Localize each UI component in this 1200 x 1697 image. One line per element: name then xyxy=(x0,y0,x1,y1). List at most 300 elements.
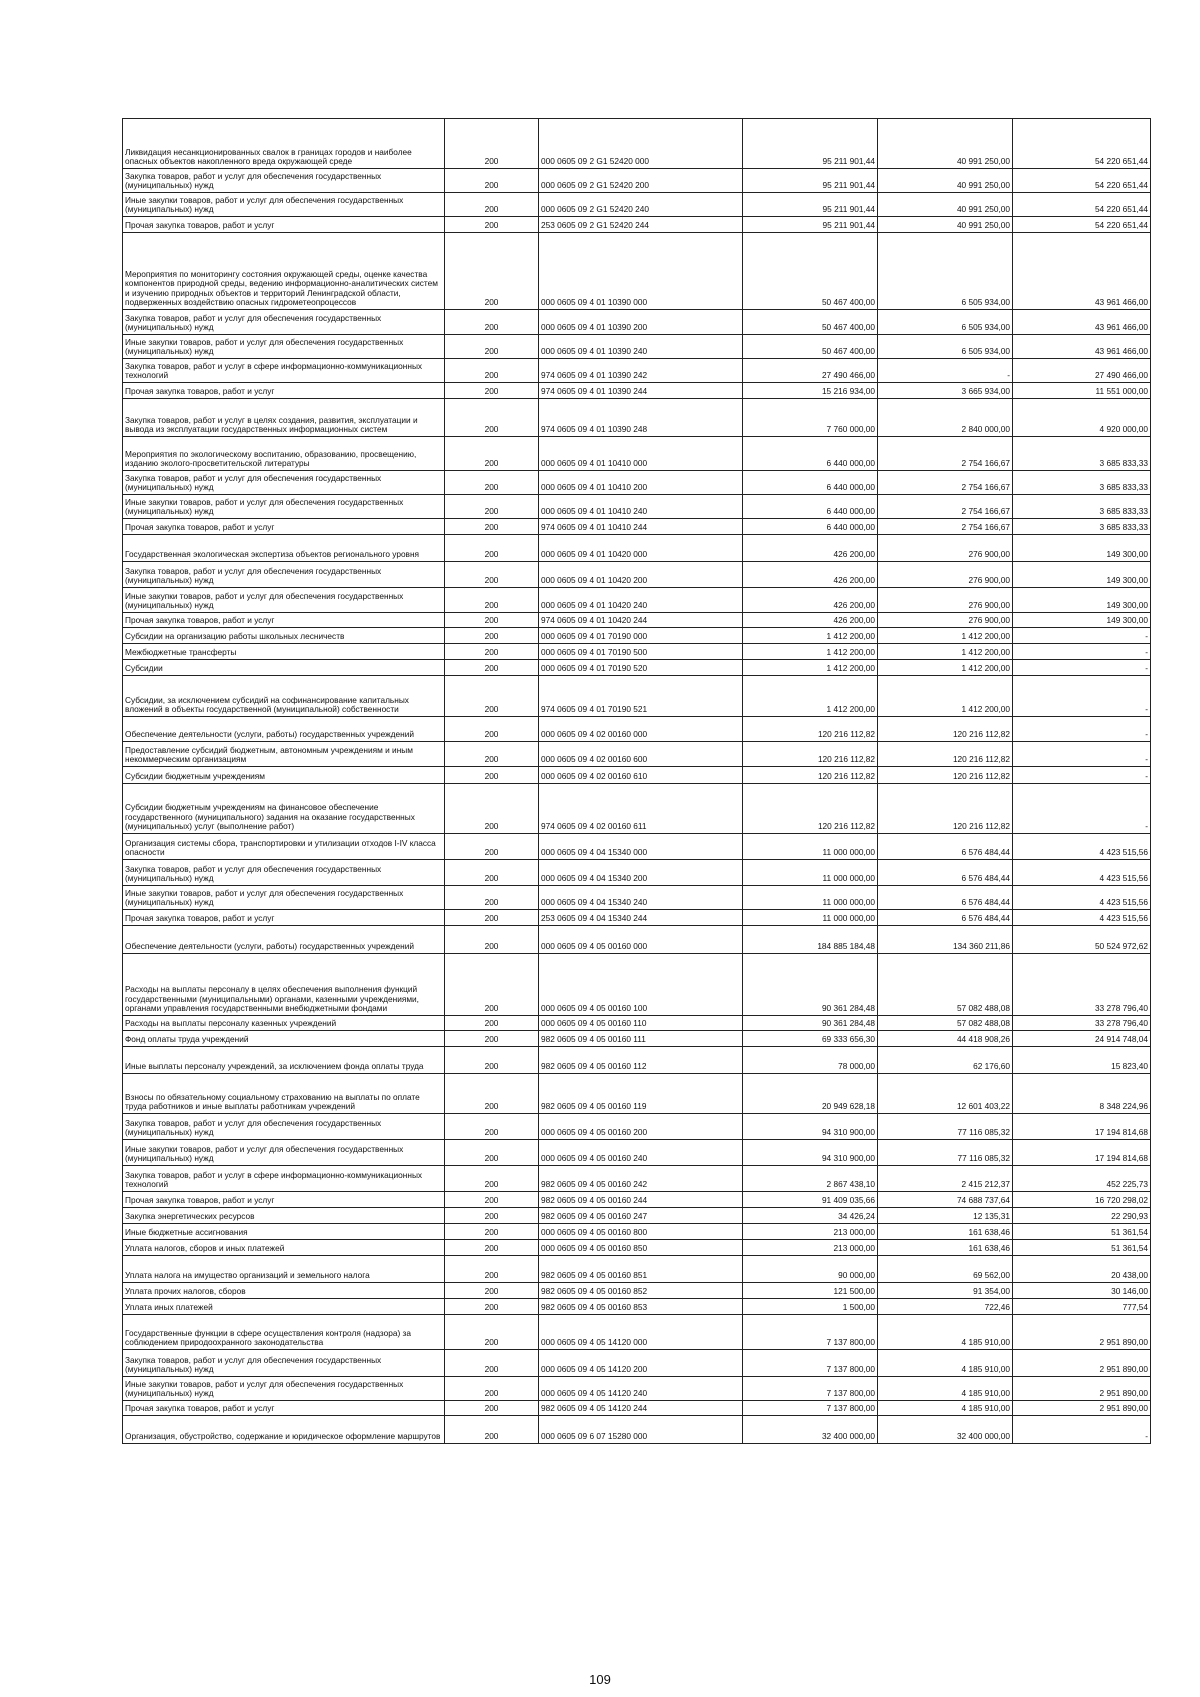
row-executed-amount: 57 082 488,08 xyxy=(878,954,1013,1016)
row-unexecuted-amount: 54 220 651,44 xyxy=(1013,193,1151,217)
row-executed-amount: 40 991 250,00 xyxy=(878,119,1013,169)
row-line-code: 200 xyxy=(445,471,539,495)
row-unexecuted-amount: 149 300,00 xyxy=(1013,588,1151,613)
row-approved-amount: 426 200,00 xyxy=(743,562,878,588)
row-line-code: 200 xyxy=(445,1401,539,1416)
row-unexecuted-amount: 22 290,93 xyxy=(1013,1208,1151,1224)
row-budget-code: 000 0605 09 4 05 14120 240 xyxy=(539,1377,743,1401)
row-budget-code: 982 0605 09 4 05 14120 244 xyxy=(539,1401,743,1416)
table-row xyxy=(123,495,1151,519)
table-row xyxy=(123,1016,1151,1031)
row-budget-code: 000 0605 09 4 02 00160 000 xyxy=(539,717,743,742)
row-budget-code: 000 0605 09 2 G1 52420 000 xyxy=(539,119,743,169)
row-approved-amount: 11 000 000,00 xyxy=(743,910,878,926)
row-budget-code: 982 0605 09 4 05 00160 111 xyxy=(539,1031,743,1047)
row-budget-code: 000 0605 09 6 07 15280 000 xyxy=(539,1416,743,1444)
row-approved-amount: 120 216 112,82 xyxy=(743,717,878,742)
row-approved-amount: 426 200,00 xyxy=(743,535,878,562)
row-unexecuted-amount: 51 361,54 xyxy=(1013,1240,1151,1256)
row-name: Субсидии xyxy=(123,660,445,676)
row-approved-amount: 32 400 000,00 xyxy=(743,1416,878,1444)
row-executed-amount: 6 505 934,00 xyxy=(878,233,1013,310)
row-name: Иные выплаты персоналу учреждений, за исключением фонда оплаты труда xyxy=(123,1047,445,1074)
row-budget-code: 000 0605 09 4 02 00160 610 xyxy=(539,767,743,784)
row-name: Государственная экологическая экспертиза объектов регионального уровня xyxy=(123,535,445,562)
row-approved-amount: 1 412 200,00 xyxy=(743,676,878,717)
row-line-code: 200 xyxy=(445,886,539,910)
row-approved-amount: 94 310 900,00 xyxy=(743,1140,878,1166)
row-budget-code: 982 0605 09 4 05 00160 853 xyxy=(539,1299,743,1315)
row-unexecuted-amount: 33 278 796,40 xyxy=(1013,954,1151,1016)
row-budget-code: 982 0605 09 4 05 00160 112 xyxy=(539,1047,743,1074)
row-line-code: 200 xyxy=(445,1140,539,1166)
row-executed-amount: 1 412 200,00 xyxy=(878,644,1013,660)
row-line-code: 200 xyxy=(445,217,539,233)
row-executed-amount: 120 216 112,82 xyxy=(878,742,1013,767)
budget-execution-table xyxy=(122,118,1151,1444)
row-name: Иные закупки товаров, работ и услуг для обеспечения государственных (муниципальных) нужд xyxy=(123,1377,445,1401)
row-budget-code: 000 0605 09 4 05 00160 110 xyxy=(539,1016,743,1031)
row-approved-amount: 120 216 112,82 xyxy=(743,784,878,834)
row-unexecuted-amount: - xyxy=(1013,1416,1151,1444)
row-approved-amount: 50 467 400,00 xyxy=(743,335,878,359)
budget-execution-sheet xyxy=(122,118,1150,1444)
row-budget-code: 974 0605 09 4 01 10420 244 xyxy=(539,613,743,628)
row-unexecuted-amount: - xyxy=(1013,628,1151,644)
table-row xyxy=(123,310,1151,335)
table-row xyxy=(123,1299,1151,1315)
table-row xyxy=(123,169,1151,193)
row-executed-amount: 161 638,46 xyxy=(878,1224,1013,1240)
row-approved-amount: 6 440 000,00 xyxy=(743,495,878,519)
row-name: Государственные функции в сфере осуществления контроля (надзора) за соблюдением природоохранного законодательства xyxy=(123,1315,445,1350)
row-approved-amount: 7 137 800,00 xyxy=(743,1401,878,1416)
row-line-code: 200 xyxy=(445,910,539,926)
row-line-code: 200 xyxy=(445,383,539,399)
row-line-code: 200 xyxy=(445,834,539,860)
row-name: Организация системы сбора, транспортировки и утилизации отходов I-IV класса опасности xyxy=(123,834,445,860)
row-unexecuted-amount: 43 961 466,00 xyxy=(1013,335,1151,359)
row-budget-code: 982 0605 09 4 05 00160 119 xyxy=(539,1074,743,1114)
row-name: Субсидии бюджетным учреждениям xyxy=(123,767,445,784)
row-budget-code: 000 0605 09 4 01 10420 240 xyxy=(539,588,743,613)
table-row xyxy=(123,926,1151,954)
table-row xyxy=(123,399,1151,437)
row-name: Иные закупки товаров, работ и услуг для обеспечения государственных (муниципальных) нужд xyxy=(123,588,445,613)
row-line-code: 200 xyxy=(445,1224,539,1240)
table-row xyxy=(123,660,1151,676)
row-budget-code: 253 0605 09 4 04 15340 244 xyxy=(539,910,743,926)
row-name: Мероприятия по экологическому воспитанию, образованию, просвещению, изданию эколого-просветительской литературы xyxy=(123,437,445,471)
table-row xyxy=(123,1240,1151,1256)
row-executed-amount: 2 754 166,67 xyxy=(878,495,1013,519)
row-executed-amount: 77 116 085,32 xyxy=(878,1140,1013,1166)
row-name: Прочая закупка товаров, работ и услуг xyxy=(123,383,445,399)
row-budget-code: 982 0605 09 4 05 00160 247 xyxy=(539,1208,743,1224)
row-executed-amount: 1 412 200,00 xyxy=(878,660,1013,676)
row-name: Фонд оплаты труда учреждений xyxy=(123,1031,445,1047)
row-approved-amount: 2 867 438,10 xyxy=(743,1166,878,1192)
row-budget-code: 000 0605 09 4 01 10390 200 xyxy=(539,310,743,335)
row-approved-amount: 7 760 000,00 xyxy=(743,399,878,437)
row-unexecuted-amount: 43 961 466,00 xyxy=(1013,310,1151,335)
row-line-code: 200 xyxy=(445,628,539,644)
row-line-code: 200 xyxy=(445,926,539,954)
row-line-code: 200 xyxy=(445,1047,539,1074)
row-budget-code: 000 0605 09 4 05 00160 000 xyxy=(539,926,743,954)
row-unexecuted-amount: - xyxy=(1013,644,1151,660)
table-row xyxy=(123,562,1151,588)
row-line-code: 200 xyxy=(445,1256,539,1283)
row-unexecuted-amount: 54 220 651,44 xyxy=(1013,169,1151,193)
row-line-code: 200 xyxy=(445,437,539,471)
table-row xyxy=(123,1074,1151,1114)
table-row xyxy=(123,767,1151,784)
row-name: Закупка товаров, работ и услуг для обеспечения государственных (муниципальных) нужд xyxy=(123,471,445,495)
row-line-code: 200 xyxy=(445,1208,539,1224)
row-name: Расходы на выплаты персоналу в целях обеспечения выполнения функций государственными (муниципальными) органами, казенными учреждениями, органами управления государственными внебюджетными фондами xyxy=(123,954,445,1016)
row-name: Взносы по обязательному социальному страхованию на выплаты по оплате труда работников и иные выплаты работникам учреждений xyxy=(123,1074,445,1114)
row-executed-amount: 44 418 908,26 xyxy=(878,1031,1013,1047)
row-line-code: 200 xyxy=(445,767,539,784)
row-unexecuted-amount: - xyxy=(1013,784,1151,834)
row-unexecuted-amount: 2 951 890,00 xyxy=(1013,1377,1151,1401)
table-row xyxy=(123,628,1151,644)
row-budget-code: 000 0605 09 4 02 00160 600 xyxy=(539,742,743,767)
table-row xyxy=(123,519,1151,535)
table-row xyxy=(123,644,1151,660)
row-line-code: 200 xyxy=(445,742,539,767)
row-approved-amount: 94 310 900,00 xyxy=(743,1114,878,1140)
table-row xyxy=(123,437,1151,471)
row-budget-code: 974 0605 09 4 01 70190 521 xyxy=(539,676,743,717)
row-line-code: 200 xyxy=(445,562,539,588)
row-name: Закупка товаров, работ и услуг для обеспечения государственных (муниципальных) нужд xyxy=(123,1114,445,1140)
row-budget-code: 000 0605 09 4 05 14120 000 xyxy=(539,1315,743,1350)
row-name: Обеспечение деятельности (услуги, работы) государственных учреждений xyxy=(123,717,445,742)
row-unexecuted-amount: 30 146,00 xyxy=(1013,1283,1151,1299)
row-name: Организация, обустройство, содержание и юридическое оформление маршрутов xyxy=(123,1416,445,1444)
table-row xyxy=(123,359,1151,383)
row-executed-amount: 4 185 910,00 xyxy=(878,1315,1013,1350)
row-approved-amount: 426 200,00 xyxy=(743,588,878,613)
row-approved-amount: 1 412 200,00 xyxy=(743,660,878,676)
row-name: Закупка товаров, работ и услуг для обеспечения государственных (муниципальных) нужд xyxy=(123,860,445,886)
row-approved-amount: 1 412 200,00 xyxy=(743,628,878,644)
row-line-code: 200 xyxy=(445,495,539,519)
table-body xyxy=(123,119,1151,1444)
row-unexecuted-amount: 54 220 651,44 xyxy=(1013,119,1151,169)
table-row xyxy=(123,1256,1151,1283)
row-line-code: 200 xyxy=(445,1377,539,1401)
row-unexecuted-amount: 4 423 515,56 xyxy=(1013,834,1151,860)
row-approved-amount: 184 885 184,48 xyxy=(743,926,878,954)
row-executed-amount: 2 754 166,67 xyxy=(878,519,1013,535)
row-budget-code: 000 0605 09 2 G1 52420 240 xyxy=(539,193,743,217)
row-approved-amount: 213 000,00 xyxy=(743,1224,878,1240)
row-approved-amount: 1 500,00 xyxy=(743,1299,878,1315)
row-unexecuted-amount: 149 300,00 xyxy=(1013,535,1151,562)
row-unexecuted-amount: 4 920 000,00 xyxy=(1013,399,1151,437)
row-approved-amount: 95 211 901,44 xyxy=(743,217,878,233)
row-executed-amount: 6 576 484,44 xyxy=(878,860,1013,886)
row-budget-code: 000 0605 09 4 04 15340 200 xyxy=(539,860,743,886)
table-row xyxy=(123,1377,1151,1401)
row-budget-code: 000 0605 09 4 01 10420 000 xyxy=(539,535,743,562)
table-row xyxy=(123,1208,1151,1224)
row-unexecuted-amount: 54 220 651,44 xyxy=(1013,217,1151,233)
row-executed-amount: 32 400 000,00 xyxy=(878,1416,1013,1444)
row-unexecuted-amount: 777,54 xyxy=(1013,1299,1151,1315)
row-line-code: 200 xyxy=(445,1192,539,1208)
table-row xyxy=(123,834,1151,860)
row-budget-code: 000 0605 09 4 05 00160 800 xyxy=(539,1224,743,1240)
row-name: Субсидии бюджетным учреждениям на финансовое обеспечение государственного (муниципального) задания на оказание государственных (муниципальных) услуг (выполнение работ) xyxy=(123,784,445,834)
row-executed-amount: 6 576 484,44 xyxy=(878,834,1013,860)
row-line-code: 200 xyxy=(445,1074,539,1114)
table-row xyxy=(123,1315,1151,1350)
row-name: Ликвидация несанкционированных свалок в границах городов и наиболее опасных объектов накопленного вреда окружающей среде xyxy=(123,119,445,169)
table-row xyxy=(123,1047,1151,1074)
row-budget-code: 000 0605 09 4 05 14120 200 xyxy=(539,1350,743,1377)
row-line-code: 200 xyxy=(445,1166,539,1192)
row-name: Мероприятия по мониторингу состояния окружающей среды, оценке качества компонентов природной среды, ведению информационно-аналитических систем и изучению природных объектов и территорий Ленинградской области, подверженных воздействию опасных гидрометеопроцессов xyxy=(123,233,445,310)
row-executed-amount: 276 900,00 xyxy=(878,613,1013,628)
row-name: Закупка товаров, работ и услуг для обеспечения государственных (муниципальных) нужд xyxy=(123,310,445,335)
row-unexecuted-amount: - xyxy=(1013,717,1151,742)
row-line-code: 200 xyxy=(445,193,539,217)
row-name: Иные бюджетные ассигнования xyxy=(123,1224,445,1240)
row-name: Иные закупки товаров, работ и услуг для обеспечения государственных (муниципальных) нужд xyxy=(123,335,445,359)
table-row xyxy=(123,193,1151,217)
row-line-code: 200 xyxy=(445,535,539,562)
row-unexecuted-amount: 27 490 466,00 xyxy=(1013,359,1151,383)
table-row xyxy=(123,1140,1151,1166)
row-line-code: 200 xyxy=(445,644,539,660)
row-approved-amount: 34 426,24 xyxy=(743,1208,878,1224)
row-budget-code: 253 0605 09 2 G1 52420 244 xyxy=(539,217,743,233)
row-line-code: 200 xyxy=(445,717,539,742)
row-approved-amount: 121 500,00 xyxy=(743,1283,878,1299)
table-row xyxy=(123,1166,1151,1192)
row-name: Обеспечение деятельности (услуги, работы) государственных учреждений xyxy=(123,926,445,954)
row-unexecuted-amount: 3 685 833,33 xyxy=(1013,471,1151,495)
row-line-code: 200 xyxy=(445,784,539,834)
row-unexecuted-amount: 15 823,40 xyxy=(1013,1047,1151,1074)
row-executed-amount: 161 638,46 xyxy=(878,1240,1013,1256)
row-line-code: 200 xyxy=(445,1299,539,1315)
row-executed-amount: 1 412 200,00 xyxy=(878,628,1013,644)
row-unexecuted-amount: 149 300,00 xyxy=(1013,613,1151,628)
row-unexecuted-amount: 3 685 833,33 xyxy=(1013,495,1151,519)
row-line-code: 200 xyxy=(445,310,539,335)
row-executed-amount: 276 900,00 xyxy=(878,562,1013,588)
row-executed-amount: 2 840 000,00 xyxy=(878,399,1013,437)
row-name: Уплата налогов, сборов и иных платежей xyxy=(123,1240,445,1256)
row-approved-amount: 11 000 000,00 xyxy=(743,860,878,886)
table-row xyxy=(123,742,1151,767)
row-name: Закупка товаров, работ и услуг для обеспечения государственных (муниципальных) нужд xyxy=(123,1350,445,1377)
row-line-code: 200 xyxy=(445,1031,539,1047)
row-line-code: 200 xyxy=(445,676,539,717)
row-line-code: 200 xyxy=(445,1283,539,1299)
row-budget-code: 000 0605 09 4 01 10410 000 xyxy=(539,437,743,471)
row-budget-code: 000 0605 09 4 01 10420 200 xyxy=(539,562,743,588)
row-line-code: 200 xyxy=(445,519,539,535)
row-executed-amount: 2 754 166,67 xyxy=(878,437,1013,471)
row-unexecuted-amount: 2 951 890,00 xyxy=(1013,1315,1151,1350)
table-row xyxy=(123,1114,1151,1140)
row-unexecuted-amount: 20 438,00 xyxy=(1013,1256,1151,1283)
row-approved-amount: 426 200,00 xyxy=(743,613,878,628)
row-line-code: 200 xyxy=(445,1114,539,1140)
table-row xyxy=(123,1350,1151,1377)
table-row xyxy=(123,1416,1151,1444)
row-unexecuted-amount: 452 225,73 xyxy=(1013,1166,1151,1192)
row-name: Закупка товаров, работ и услуг для обеспечения государственных (муниципальных) нужд xyxy=(123,562,445,588)
row-name: Уплата прочих налогов, сборов xyxy=(123,1283,445,1299)
row-approved-amount: 120 216 112,82 xyxy=(743,742,878,767)
row-name: Закупка товаров, работ и услуг в целях создания, развития, эксплуатации и вывода из эксплуатации государственных информационных систем xyxy=(123,399,445,437)
row-approved-amount: 95 211 901,44 xyxy=(743,119,878,169)
row-executed-amount: 6 505 934,00 xyxy=(878,335,1013,359)
row-line-code: 200 xyxy=(445,660,539,676)
row-name: Предоставление субсидий бюджетным, автономным учреждениям и иным некоммерческим организациям xyxy=(123,742,445,767)
row-name: Иные закупки товаров, работ и услуг для обеспечения государственных (муниципальных) нужд xyxy=(123,193,445,217)
row-budget-code: 000 0605 09 4 05 00160 100 xyxy=(539,954,743,1016)
row-approved-amount: 90 000,00 xyxy=(743,1256,878,1283)
table-row xyxy=(123,784,1151,834)
row-unexecuted-amount: 17 194 814,68 xyxy=(1013,1140,1151,1166)
row-executed-amount: 4 185 910,00 xyxy=(878,1401,1013,1416)
row-approved-amount: 7 137 800,00 xyxy=(743,1377,878,1401)
table-row xyxy=(123,335,1151,359)
table-row xyxy=(123,471,1151,495)
row-name: Иные закупки товаров, работ и услуг для обеспечения государственных (муниципальных) нужд xyxy=(123,495,445,519)
row-unexecuted-amount: 2 951 890,00 xyxy=(1013,1350,1151,1377)
row-line-code: 200 xyxy=(445,1240,539,1256)
row-budget-code: 000 0605 09 4 01 10410 240 xyxy=(539,495,743,519)
table-row xyxy=(123,860,1151,886)
row-executed-amount: 57 082 488,08 xyxy=(878,1016,1013,1031)
row-name: Субсидии на организацию работы школьных лесничеств xyxy=(123,628,445,644)
table-row xyxy=(123,233,1151,310)
table-row xyxy=(123,217,1151,233)
table-row xyxy=(123,1224,1151,1240)
row-approved-amount: 95 211 901,44 xyxy=(743,169,878,193)
row-approved-amount: 7 137 800,00 xyxy=(743,1315,878,1350)
row-unexecuted-amount: 4 423 515,56 xyxy=(1013,910,1151,926)
row-line-code: 200 xyxy=(445,399,539,437)
row-executed-amount: 2 754 166,67 xyxy=(878,471,1013,495)
row-unexecuted-amount: - xyxy=(1013,767,1151,784)
row-executed-amount: 91 354,00 xyxy=(878,1283,1013,1299)
row-line-code: 200 xyxy=(445,119,539,169)
row-name: Иные закупки товаров, работ и услуг для обеспечения государственных (муниципальных) нужд xyxy=(123,886,445,910)
row-executed-amount: 40 991 250,00 xyxy=(878,169,1013,193)
row-approved-amount: 50 467 400,00 xyxy=(743,233,878,310)
row-executed-amount: 2 415 212,37 xyxy=(878,1166,1013,1192)
row-line-code: 200 xyxy=(445,233,539,310)
row-executed-amount: 6 505 934,00 xyxy=(878,310,1013,335)
row-unexecuted-amount: 4 423 515,56 xyxy=(1013,860,1151,886)
row-name: Прочая закупка товаров, работ и услуг xyxy=(123,613,445,628)
row-executed-amount: 69 562,00 xyxy=(878,1256,1013,1283)
row-budget-code: 000 0605 09 4 04 15340 000 xyxy=(539,834,743,860)
row-line-code: 200 xyxy=(445,169,539,193)
row-approved-amount: 27 490 466,00 xyxy=(743,359,878,383)
row-name: Закупка энергетических ресурсов xyxy=(123,1208,445,1224)
row-name: Уплата иных платежей xyxy=(123,1299,445,1315)
row-budget-code: 982 0605 09 4 05 00160 852 xyxy=(539,1283,743,1299)
table-row xyxy=(123,676,1151,717)
row-name: Субсидии, за исключением субсидий на софинансирование капитальных вложений в объекты государственной (муниципальной) собственности xyxy=(123,676,445,717)
row-approved-amount: 20 949 628,18 xyxy=(743,1074,878,1114)
row-executed-amount: 722,46 xyxy=(878,1299,1013,1315)
row-budget-code: 982 0605 09 4 05 00160 242 xyxy=(539,1166,743,1192)
row-name: Прочая закупка товаров, работ и услуг xyxy=(123,519,445,535)
row-approved-amount: 11 000 000,00 xyxy=(743,886,878,910)
row-approved-amount: 91 409 035,66 xyxy=(743,1192,878,1208)
row-executed-amount: 40 991 250,00 xyxy=(878,193,1013,217)
row-unexecuted-amount: 51 361,54 xyxy=(1013,1224,1151,1240)
row-approved-amount: 6 440 000,00 xyxy=(743,519,878,535)
row-unexecuted-amount: 50 524 972,62 xyxy=(1013,926,1151,954)
row-name: Уплата налога на имущество организаций и земельного налога xyxy=(123,1256,445,1283)
table-row xyxy=(123,1401,1151,1416)
row-budget-code: 000 0605 09 4 01 70190 000 xyxy=(539,628,743,644)
table-row xyxy=(123,910,1151,926)
row-budget-code: 974 0605 09 4 01 10390 244 xyxy=(539,383,743,399)
row-executed-amount: 120 216 112,82 xyxy=(878,784,1013,834)
table-row xyxy=(123,535,1151,562)
row-executed-amount: 6 576 484,44 xyxy=(878,910,1013,926)
row-executed-amount: 74 688 737,64 xyxy=(878,1192,1013,1208)
table-row xyxy=(123,613,1151,628)
row-approved-amount: 90 361 284,48 xyxy=(743,1016,878,1031)
row-executed-amount: 120 216 112,82 xyxy=(878,767,1013,784)
row-executed-amount: 276 900,00 xyxy=(878,588,1013,613)
row-line-code: 200 xyxy=(445,613,539,628)
row-approved-amount: 7 137 800,00 xyxy=(743,1350,878,1377)
row-budget-code: 000 0605 09 4 05 00160 850 xyxy=(539,1240,743,1256)
row-name: Закупка товаров, работ и услуг для обеспечения государственных (муниципальных) нужд xyxy=(123,169,445,193)
row-approved-amount: 78 000,00 xyxy=(743,1047,878,1074)
row-unexecuted-amount: 43 961 466,00 xyxy=(1013,233,1151,310)
row-unexecuted-amount: 149 300,00 xyxy=(1013,562,1151,588)
row-executed-amount: 276 900,00 xyxy=(878,535,1013,562)
row-executed-amount: 77 116 085,32 xyxy=(878,1114,1013,1140)
row-executed-amount: 62 176,60 xyxy=(878,1047,1013,1074)
row-name: Прочая закупка товаров, работ и услуг xyxy=(123,217,445,233)
table-row xyxy=(123,886,1151,910)
page-number: 109 xyxy=(589,1672,611,1687)
row-unexecuted-amount: - xyxy=(1013,676,1151,717)
row-approved-amount: 6 440 000,00 xyxy=(743,437,878,471)
row-executed-amount: 3 665 934,00 xyxy=(878,383,1013,399)
row-approved-amount: 95 211 901,44 xyxy=(743,193,878,217)
row-unexecuted-amount: 2 951 890,00 xyxy=(1013,1401,1151,1416)
row-unexecuted-amount: 33 278 796,40 xyxy=(1013,1016,1151,1031)
table-row xyxy=(123,383,1151,399)
row-line-code: 200 xyxy=(445,1016,539,1031)
row-executed-amount: 12 601 403,22 xyxy=(878,1074,1013,1114)
row-approved-amount: 213 000,00 xyxy=(743,1240,878,1256)
row-unexecuted-amount: 3 685 833,33 xyxy=(1013,519,1151,535)
row-unexecuted-amount: 16 720 298,02 xyxy=(1013,1192,1151,1208)
row-line-code: 200 xyxy=(445,588,539,613)
row-unexecuted-amount: 4 423 515,56 xyxy=(1013,886,1151,910)
